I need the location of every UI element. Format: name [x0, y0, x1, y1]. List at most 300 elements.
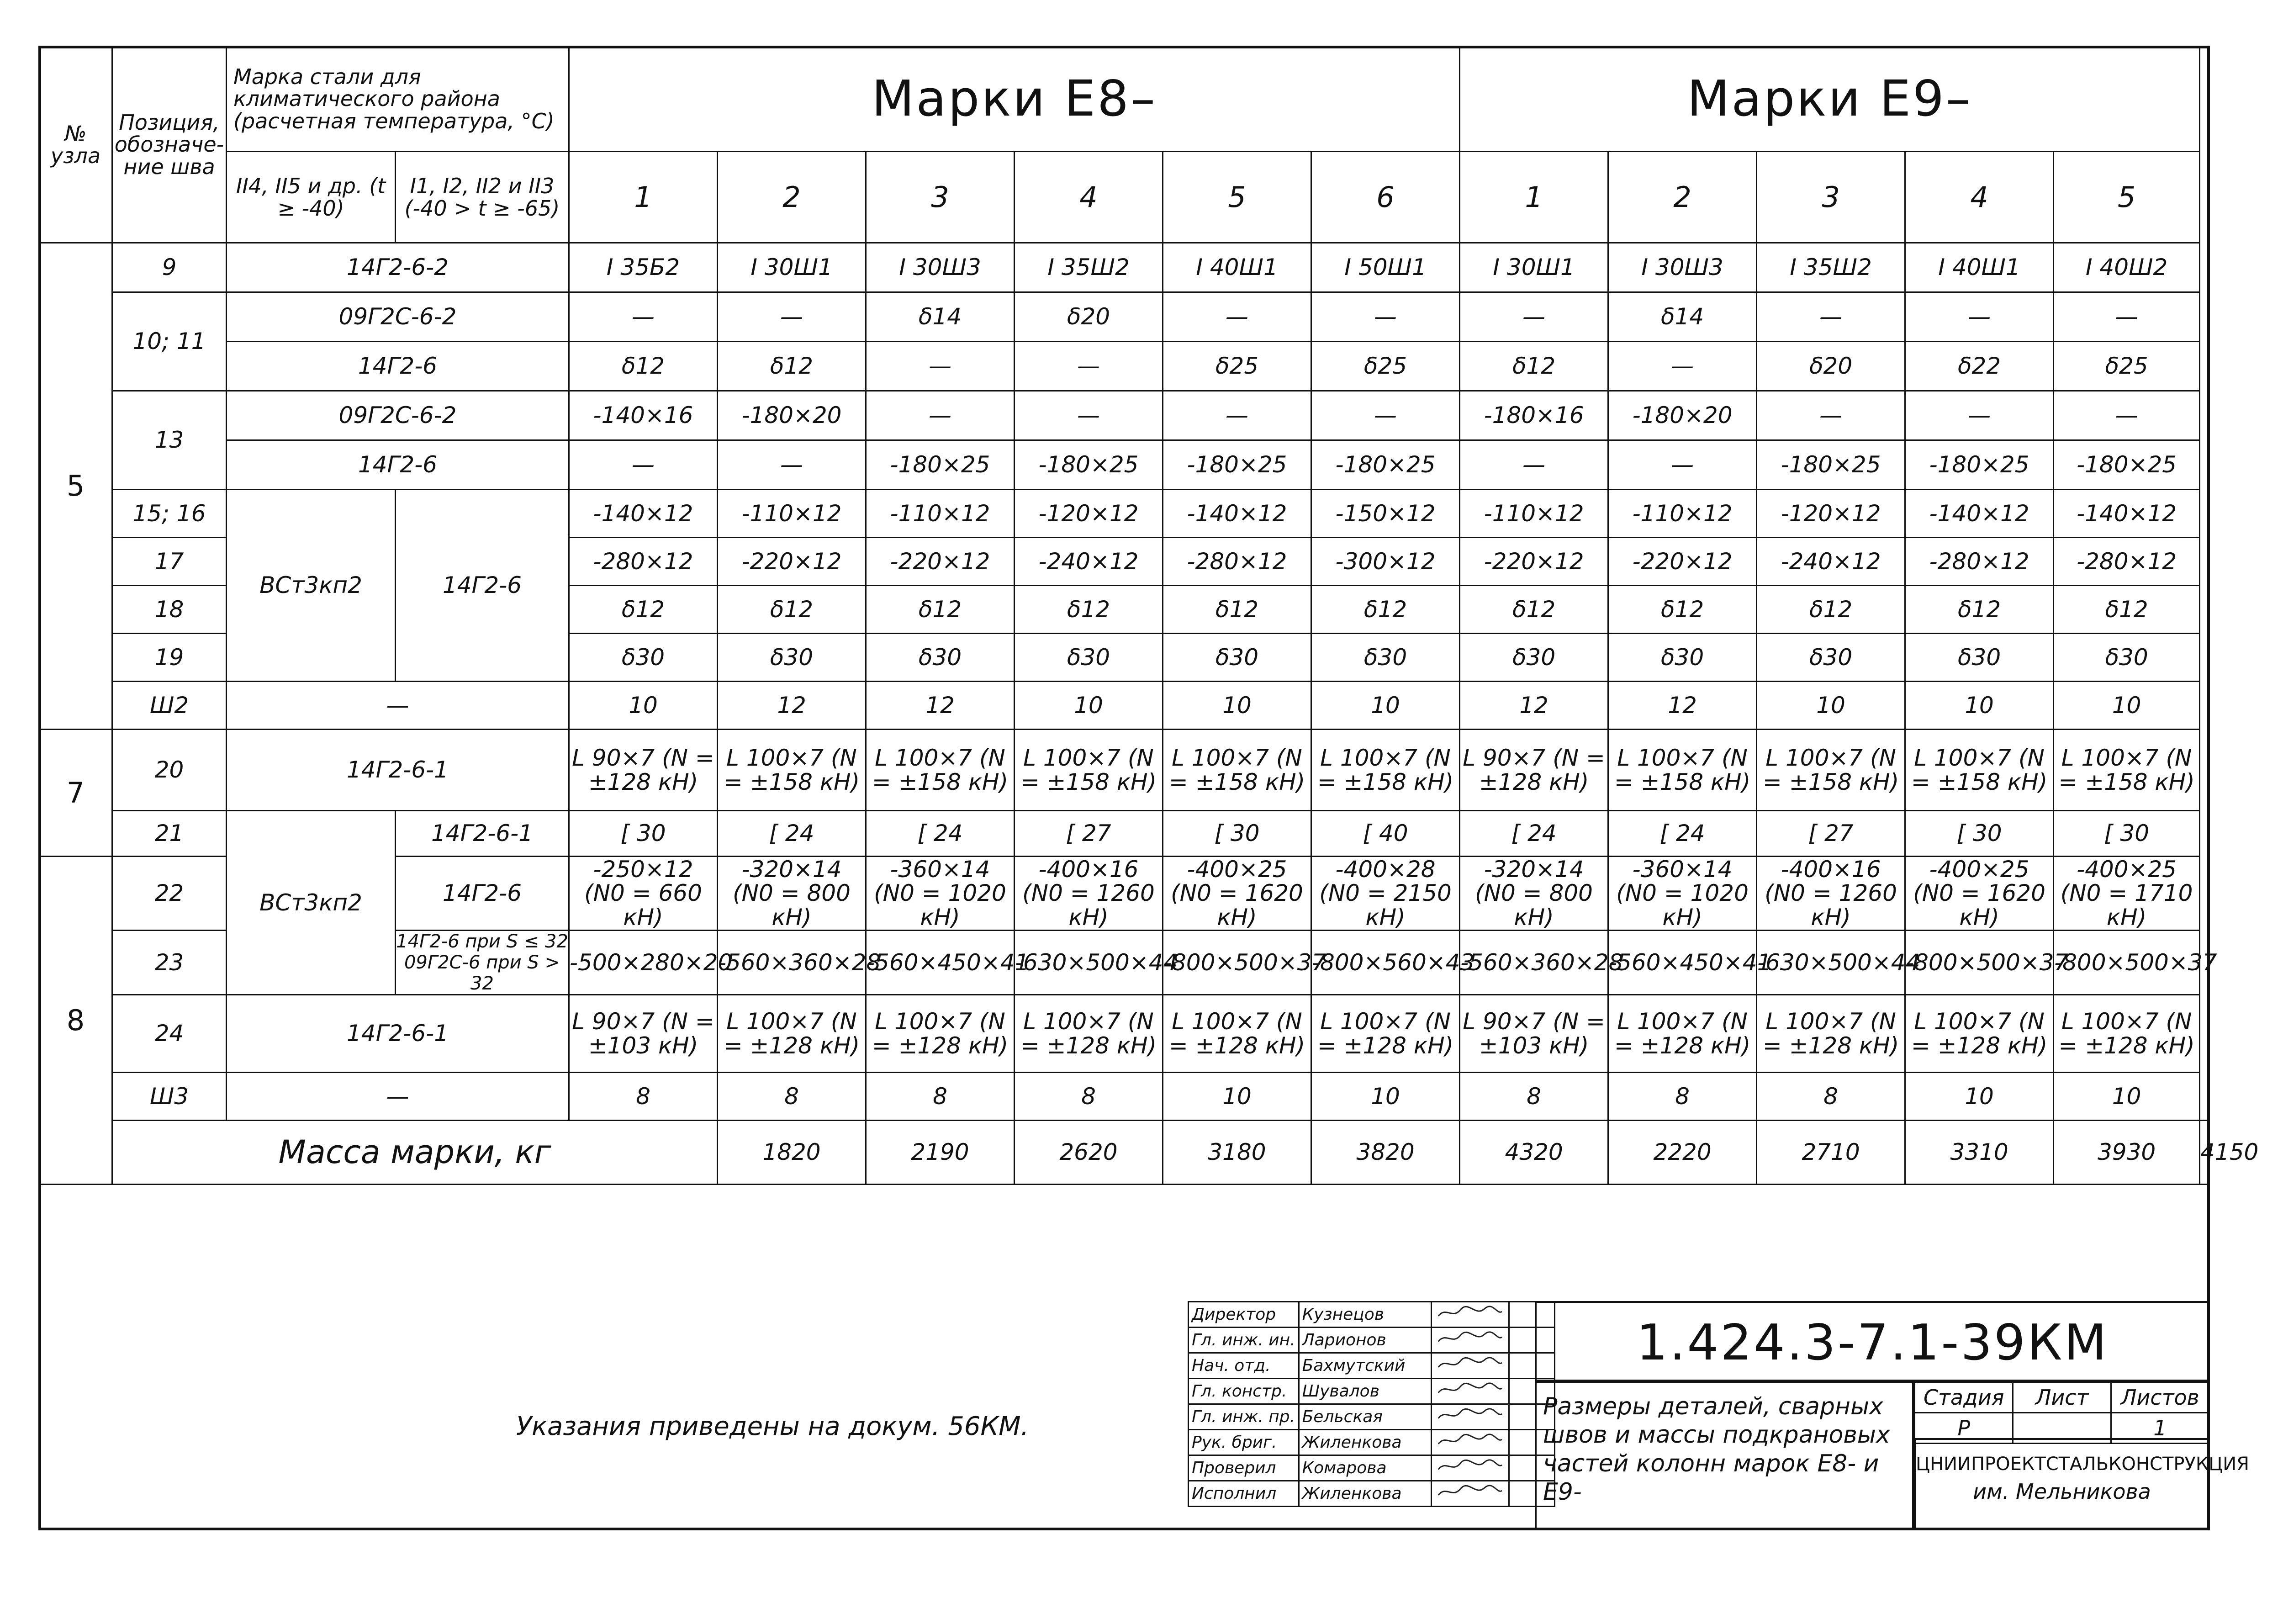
sheets-label: Листов — [2111, 1382, 2209, 1413]
e9-value-cell: [ 27 — [1757, 811, 1905, 857]
signature-scribble — [1435, 1405, 1506, 1424]
e9-value-cell: -180×25 — [1757, 440, 1905, 490]
signature-cell — [1431, 1481, 1509, 1507]
signature-cell — [1431, 1353, 1509, 1379]
e9-value-cell: L 100×7 (N = ±158 кН) — [1757, 730, 1905, 811]
position-cell: 24 — [112, 995, 227, 1073]
e8-value-cell: L 100×7 (N = ±128 кН) — [718, 995, 866, 1073]
e8-value-cell: 10 — [1163, 1073, 1311, 1121]
e9-value-cell: I 40Ш2 — [2054, 243, 2200, 292]
header-e9-col: 2 — [1608, 152, 1757, 243]
e9-value-cell: -180×20 — [1608, 391, 1757, 440]
name-cell: Комарова — [1299, 1455, 1431, 1481]
e8-value-cell: -800×560×43 — [1311, 931, 1460, 995]
e9-value-cell: 8 — [1460, 1073, 1608, 1121]
e8-value-cell: -320×14 (N0 = 800 кН) — [718, 857, 866, 931]
e8-value-cell: δ12 — [569, 342, 718, 391]
e8-value-cell: -560×360×28 — [718, 931, 866, 995]
e8-value-cell: — — [866, 342, 1015, 391]
e8-value-cell: — — [1015, 342, 1163, 391]
e9-value-cell: L 90×7 (N = ±103 кН) — [1460, 995, 1608, 1073]
table-row — [39, 243, 2209, 292]
position-cell: 9 — [112, 243, 227, 292]
header-e8-col: 3 — [866, 152, 1015, 243]
signature-scribble — [1435, 1380, 1506, 1399]
name-cell: Жиленкова — [1299, 1430, 1431, 1455]
e8-value-cell: -400×28 (N0 = 2150 кН) — [1311, 857, 1460, 931]
header-group-e8: Марки Е8– — [569, 47, 1460, 152]
table-row — [39, 682, 2209, 730]
e8-value-cell: δ30 — [1015, 634, 1163, 682]
e8-value-cell: δ12 — [569, 586, 718, 634]
e9-value-cell: L 100×7 (N = ±128 кН) — [1608, 995, 1757, 1073]
e9-value-cell: δ30 — [2054, 634, 2200, 682]
signature-cell — [1431, 1404, 1509, 1430]
position-cell: 20 — [112, 730, 227, 811]
e8-value-cell: L 100×7 (N = ±128 кН) — [1015, 995, 1163, 1073]
e8-value-cell: δ12 — [1163, 586, 1311, 634]
e9-value-cell: -630×500×44 — [1757, 931, 1905, 995]
steel-cell: — — [227, 1073, 569, 1121]
steel-cell: 14Г2-6 — [227, 440, 569, 490]
e9-value-cell: -240×12 — [1757, 538, 1905, 586]
signature-cell — [1431, 1430, 1509, 1455]
e8-value-cell: -110×12 — [718, 490, 866, 538]
e8-value-cell: -280×12 — [569, 538, 718, 586]
header-e9-col: 5 — [2054, 152, 2200, 243]
e8-value-cell: — — [1311, 391, 1460, 440]
e9-value-cell: 10 — [1905, 1073, 2054, 1121]
e8-value-cell: -140×16 — [569, 391, 718, 440]
e8-value-cell: 8 — [569, 1073, 718, 1121]
e8-value-cell: -300×12 — [1311, 538, 1460, 586]
stage-label: Стадия — [1915, 1382, 2013, 1413]
e8-value-cell: 8 — [718, 1073, 866, 1121]
e8-value-cell: -180×25 — [1311, 440, 1460, 490]
e8-value-cell: -800×500×37 — [1163, 931, 1311, 995]
e9-value-cell: L 100×7 (N = ±158 кН) — [2054, 730, 2200, 811]
title-block — [1188, 1301, 2249, 1530]
e8-value-cell: δ25 — [1311, 342, 1460, 391]
e8-value-cell: — — [1163, 391, 1311, 440]
e9-value-cell: -220×12 — [1608, 538, 1757, 586]
e8-value-cell: δ12 — [866, 586, 1015, 634]
table-row — [39, 490, 2209, 538]
e8-value-cell: L 100×7 (N = ±158 кН) — [866, 730, 1015, 811]
e8-value-cell: -560×450×41 — [866, 931, 1015, 995]
signature-row — [1189, 1353, 1555, 1379]
signature-table — [1188, 1301, 1555, 1507]
e8-value-cell: L 100×7 (N = ±158 кН) — [1163, 730, 1311, 811]
e8-value-cell: 2190 — [866, 1121, 1015, 1185]
steel-cell-a: ВСт3кп2 — [227, 490, 396, 682]
e9-value-cell: 3310 — [1905, 1121, 2054, 1185]
position-cell: 18 — [112, 586, 227, 634]
steel-cell-b: 14Г2-6 — [396, 857, 569, 931]
e8-value-cell: [ 30 — [1163, 811, 1311, 857]
e9-value-cell: -220×12 — [1460, 538, 1608, 586]
signature-row — [1189, 1430, 1555, 1455]
e8-value-cell: δ12 — [1015, 586, 1163, 634]
e8-value-cell: L 100×7 (N = ±158 кН) — [718, 730, 866, 811]
e8-value-cell: 10 — [1311, 1073, 1460, 1121]
role-cell: Гл. констр. — [1189, 1379, 1299, 1404]
table-row — [39, 811, 2209, 857]
table-row — [39, 440, 2209, 490]
steel-cell: — — [227, 682, 569, 730]
e9-value-cell: -110×12 — [1608, 490, 1757, 538]
name-cell: Бахмутский — [1299, 1353, 1431, 1379]
e8-value-cell: δ30 — [1311, 634, 1460, 682]
e8-value-cell: δ14 — [866, 292, 1015, 342]
e8-value-cell: L 100×7 (N = ±128 кН) — [866, 995, 1015, 1073]
node-number: 8 — [39, 857, 112, 1185]
header-e8-col: 5 — [1163, 152, 1311, 243]
e9-value-cell: -360×14 (N0 = 1020 кН) — [1608, 857, 1757, 931]
e8-value-cell: L 100×7 (N = ±158 кН) — [1015, 730, 1163, 811]
e8-value-cell: -220×12 — [866, 538, 1015, 586]
signature-cell — [1431, 1328, 1509, 1353]
organization — [1914, 1438, 2249, 1530]
e9-value-cell: — — [1460, 292, 1608, 342]
role-cell: Директор — [1189, 1302, 1299, 1328]
e8-value-cell: — — [569, 440, 718, 490]
e8-value-cell: -630×500×44 — [1015, 931, 1163, 995]
e8-value-cell: L 90×7 (N = ±128 кН) — [569, 730, 718, 811]
table-row — [39, 1073, 2209, 1121]
position-cell: 21 — [112, 811, 227, 857]
e9-value-cell: [ 24 — [1608, 811, 1757, 857]
header-group-e9: Марки Е9– — [1460, 47, 2200, 152]
position-cell: Ш3 — [112, 1073, 227, 1121]
header-e8-col: 6 — [1311, 152, 1460, 243]
header-e9-col: 3 — [1757, 152, 1905, 243]
e8-value-cell: 10 — [1163, 682, 1311, 730]
e8-value-cell: 8 — [866, 1073, 1015, 1121]
e9-value-cell: 8 — [1608, 1073, 1757, 1121]
e9-value-cell: -400×25 (N0 = 1620 кН) — [1905, 857, 2054, 931]
e9-value-cell: [ 30 — [1905, 811, 2054, 857]
e9-value-cell: -280×12 — [2054, 538, 2200, 586]
node-number: 5 — [39, 243, 112, 730]
e8-value-cell: δ20 — [1015, 292, 1163, 342]
position-cell: 23 — [112, 931, 227, 995]
e9-value-cell: L 100×7 (N = ±128 кН) — [1757, 995, 1905, 1073]
e9-value-cell: L 90×7 (N = ±128 кН) — [1460, 730, 1608, 811]
e8-value-cell: -250×12 (N0 = 660 кН) — [569, 857, 718, 931]
position-cell: 13 — [112, 391, 227, 490]
e9-value-cell: -800×500×37 — [2054, 931, 2200, 995]
position-cell: 19 — [112, 634, 227, 682]
role-cell: Исполнил — [1189, 1481, 1299, 1507]
steel-cell: 09Г2С-6-2 — [227, 391, 569, 440]
e8-value-cell: 1820 — [718, 1121, 866, 1185]
e8-value-cell: -240×12 — [1015, 538, 1163, 586]
e8-value-cell: δ12 — [718, 586, 866, 634]
e9-value-cell: I 30Ш3 — [1608, 243, 1757, 292]
e9-value-cell: — — [1757, 391, 1905, 440]
table-row — [39, 342, 2209, 391]
e9-value-cell: 8 — [1757, 1073, 1905, 1121]
e9-value-cell: I 40Ш1 — [1905, 243, 2054, 292]
signature-scribble — [1435, 1303, 1506, 1322]
e8-value-cell: -500×280×20 — [569, 931, 718, 995]
table-row — [39, 292, 2209, 342]
name-cell: Шувалов — [1299, 1379, 1431, 1404]
node-number: 7 — [39, 730, 112, 857]
e8-value-cell: -180×25 — [1015, 440, 1163, 490]
e9-value-cell: 4150 — [2200, 1121, 2209, 1185]
steel-cell-b: 14Г2-6 при S ≤ 32 09Г2С-6 при S > 32 — [396, 931, 568, 994]
document-code: 1.424.3-7.1-39КМ — [1535, 1301, 2210, 1381]
e8-value-cell: I 35Ш2 — [1015, 243, 1163, 292]
e9-value-cell: -140×12 — [1905, 490, 2054, 538]
e8-value-cell: — — [866, 391, 1015, 440]
e8-value-cell: I 35Б2 — [569, 243, 718, 292]
role-cell: Проверил — [1189, 1455, 1299, 1481]
e9-value-cell: L 100×7 (N = ±128 кН) — [1905, 995, 2054, 1073]
position-cell: 17 — [112, 538, 227, 586]
e9-value-cell: δ12 — [1905, 586, 2054, 634]
e9-value-cell: 10 — [1905, 682, 2054, 730]
e9-value-cell: — — [1757, 292, 1905, 342]
e8-value-cell: [ 40 — [1311, 811, 1460, 857]
e9-value-cell: δ30 — [1460, 634, 1608, 682]
e8-value-cell: — — [569, 292, 718, 342]
e8-value-cell: -400×16 (N0 = 1260 кН) — [1015, 857, 1163, 931]
e9-value-cell: δ14 — [1608, 292, 1757, 342]
e9-value-cell: -110×12 — [1460, 490, 1608, 538]
name-cell: Кузнецов — [1299, 1302, 1431, 1328]
e9-value-cell: δ12 — [2054, 586, 2200, 634]
signature-scribble — [1435, 1456, 1506, 1476]
table-row — [39, 391, 2209, 440]
e9-value-cell: 3930 — [2054, 1121, 2200, 1185]
e8-value-cell: L 100×7 (N = ±128 кН) — [1163, 995, 1311, 1073]
steel-cell: 14Г2-6 — [227, 342, 569, 391]
e9-value-cell: -120×12 — [1757, 490, 1905, 538]
steel-cell-b: 14Г2-6-1 — [396, 811, 569, 857]
e9-value-cell: δ25 — [2054, 342, 2200, 391]
e8-value-cell: -280×12 — [1163, 538, 1311, 586]
e8-value-cell: δ30 — [718, 634, 866, 682]
e8-value-cell: I 30Ш3 — [866, 243, 1015, 292]
e9-value-cell: 10 — [1757, 682, 1905, 730]
e9-value-cell: -180×16 — [1460, 391, 1608, 440]
e8-value-cell: -140×12 — [569, 490, 718, 538]
steel-cell: 14Г2-6-1 — [227, 730, 569, 811]
e8-value-cell: L 90×7 (N = ±103 кН) — [569, 995, 718, 1073]
e8-value-cell: -220×12 — [718, 538, 866, 586]
e9-value-cell: -180×25 — [1905, 440, 2054, 490]
signature-row — [1189, 1455, 1555, 1481]
e8-value-cell: δ12 — [718, 342, 866, 391]
role-cell: Гл. инж. ин. — [1189, 1328, 1299, 1353]
name-cell: Бельская — [1299, 1404, 1431, 1430]
e9-value-cell: 2220 — [1608, 1121, 1757, 1185]
signature-row — [1189, 1328, 1555, 1353]
e9-value-cell: δ30 — [1608, 634, 1757, 682]
stage-value: Р — [1915, 1413, 2013, 1444]
e8-value-cell: -360×14 (N0 = 1020 кН) — [866, 857, 1015, 931]
e9-value-cell: -560×450×41 — [1608, 931, 1757, 995]
e8-value-cell: — — [1311, 292, 1460, 342]
e8-value-cell: δ12 — [1311, 586, 1460, 634]
header-e8-col: 4 — [1015, 152, 1163, 243]
e8-value-cell: I 30Ш1 — [718, 243, 866, 292]
e8-value-cell: -140×12 — [1163, 490, 1311, 538]
e8-value-cell: 12 — [866, 682, 1015, 730]
e9-value-cell: I 35Ш2 — [1757, 243, 1905, 292]
signature-row — [1189, 1481, 1555, 1507]
e9-value-cell: δ12 — [1460, 586, 1608, 634]
e8-value-cell: -180×25 — [866, 440, 1015, 490]
header-e8-col: 2 — [718, 152, 866, 243]
e9-value-cell: — — [2054, 292, 2200, 342]
name-cell: Жиленкова — [1299, 1481, 1431, 1507]
e8-value-cell: -400×25 (N0 = 1620 кН) — [1163, 857, 1311, 931]
organization-subname: им. Мельникова — [1973, 1479, 2151, 1504]
e9-value-cell: 12 — [1460, 682, 1608, 730]
e8-value-cell: 10 — [1311, 682, 1460, 730]
steel-cell: 09Г2С-6-2 — [227, 292, 569, 342]
signature-scribble — [1435, 1482, 1506, 1501]
e8-value-cell: [ 24 — [718, 811, 866, 857]
table-row — [39, 730, 2209, 811]
signature-scribble — [1435, 1328, 1506, 1348]
role-cell: Гл. инж. пр. — [1189, 1404, 1299, 1430]
e8-value-cell: [ 24 — [866, 811, 1015, 857]
e9-value-cell: I 30Ш1 — [1460, 243, 1608, 292]
e8-value-cell: 3180 — [1163, 1121, 1311, 1185]
e9-value-cell: δ20 — [1757, 342, 1905, 391]
note-text: Указания приведены на докум. 56КМ. — [516, 1412, 1029, 1441]
organization-name: ЦНИИПРОЕКТСТАЛЬКОНСТРУКЦИЯ — [1916, 1454, 2249, 1475]
e8-value-cell: L 100×7 (N = ±128 кН) — [1311, 995, 1460, 1073]
signature-row — [1189, 1404, 1555, 1430]
role-cell: Рук. бриг. — [1189, 1430, 1299, 1455]
steel-cell: 14Г2-6-1 — [227, 995, 569, 1073]
e8-value-cell: -180×20 — [718, 391, 866, 440]
mass-label: Масса марки, кг — [112, 1121, 718, 1185]
steel-cell: 14Г2-6-2 — [227, 243, 569, 292]
e8-value-cell: [ 27 — [1015, 811, 1163, 857]
e8-value-cell: δ30 — [1163, 634, 1311, 682]
signature-row — [1189, 1302, 1555, 1328]
e8-value-cell: 12 — [718, 682, 866, 730]
sheet-label: Лист — [2013, 1382, 2111, 1413]
e9-value-cell: — — [1460, 440, 1608, 490]
e8-value-cell: — — [718, 292, 866, 342]
e9-value-cell: δ22 — [1905, 342, 2054, 391]
e9-value-cell: -800×500×37 — [1905, 931, 2054, 995]
header-node-no: № узла — [39, 47, 112, 243]
position-cell: 15; 16 — [112, 490, 227, 538]
e8-value-cell: -110×12 — [866, 490, 1015, 538]
e8-value-cell: 10 — [1015, 682, 1163, 730]
document-title: Размеры деталей, сварных швов и массы подкрановых частей колонн марок Е8- и Е9- — [1535, 1381, 1914, 1530]
e8-value-cell: δ25 — [1163, 342, 1311, 391]
e9-value-cell: 2710 — [1757, 1121, 1905, 1185]
sheets-value: 1 — [2111, 1413, 2209, 1444]
e9-value-cell: L 100×7 (N = ±158 кН) — [1608, 730, 1757, 811]
stage-table — [1914, 1381, 2210, 1444]
e9-value-cell: δ30 — [1757, 634, 1905, 682]
e9-value-cell: — — [1905, 391, 2054, 440]
e8-value-cell: δ30 — [866, 634, 1015, 682]
e8-value-cell: I 40Ш1 — [1163, 243, 1311, 292]
steel-cell-b: 14Г2-6 — [396, 490, 569, 682]
position-cell: 22 — [112, 857, 227, 931]
signature-row — [1189, 1379, 1555, 1404]
e9-value-cell: δ12 — [1460, 342, 1608, 391]
header-e9-col: 4 — [1905, 152, 2054, 243]
e9-value-cell: -320×14 (N0 = 800 кН) — [1460, 857, 1608, 931]
spec-table — [38, 46, 2259, 1185]
e9-value-cell: -400×16 (N0 = 1260 кН) — [1757, 857, 1905, 931]
header-steel-col-b: I1, I2, II2 и II3 (-40 > t ≥ -65) — [396, 152, 569, 243]
role-cell: Нач. отд. — [1189, 1353, 1299, 1379]
e9-value-cell: — — [1905, 292, 2054, 342]
signature-cell — [1431, 1455, 1509, 1481]
e8-value-cell: 2620 — [1015, 1121, 1163, 1185]
e8-value-cell: I 50Ш1 — [1311, 243, 1460, 292]
e9-value-cell: 10 — [2054, 1073, 2200, 1121]
header-e9-col: 1 — [1460, 152, 1608, 243]
signature-cell — [1431, 1379, 1509, 1404]
e9-value-cell: -560×360×28 — [1460, 931, 1608, 995]
header-steel-col-a: II4, II5 и др. (t ≥ -40) — [227, 152, 396, 243]
e9-value-cell: L 100×7 (N = ±128 кН) — [2054, 995, 2200, 1073]
position-cell: Ш2 — [112, 682, 227, 730]
e9-value-cell: δ12 — [1608, 586, 1757, 634]
e8-value-cell: 3820 — [1311, 1121, 1460, 1185]
e9-value-cell: L 100×7 (N = ±158 кН) — [1905, 730, 2054, 811]
header-e8-col: 1 — [569, 152, 718, 243]
header-position: Позиция, обозначе- ние шва — [112, 47, 227, 243]
header-steel-grade: Марка стали для климатического района (расчетная температура, °С) — [227, 47, 569, 152]
e8-value-cell: [ 30 — [569, 811, 718, 857]
e9-value-cell: [ 30 — [2054, 811, 2200, 857]
e9-value-cell: [ 24 — [1460, 811, 1608, 857]
signature-scribble — [1435, 1431, 1506, 1450]
e8-value-cell: 10 — [569, 682, 718, 730]
e8-value-cell: 8 — [1015, 1073, 1163, 1121]
e9-value-cell: — — [2054, 391, 2200, 440]
e8-value-cell: L 100×7 (N = ±158 кН) — [1311, 730, 1460, 811]
e9-value-cell: δ30 — [1905, 634, 2054, 682]
position-cell: 10; 11 — [112, 292, 227, 391]
e8-value-cell: 4320 — [1460, 1121, 1608, 1185]
e9-value-cell: — — [1608, 440, 1757, 490]
e8-value-cell: — — [1015, 391, 1163, 440]
signature-scribble — [1435, 1354, 1506, 1373]
e9-value-cell: -400×25 (N0 = 1710 кН) — [2054, 857, 2200, 931]
e9-value-cell: δ12 — [1757, 586, 1905, 634]
e8-value-cell: -180×25 — [1163, 440, 1311, 490]
e9-value-cell: -140×12 — [2054, 490, 2200, 538]
e9-value-cell: -180×25 — [2054, 440, 2200, 490]
e9-value-cell: 10 — [2054, 682, 2200, 730]
e8-value-cell: — — [1163, 292, 1311, 342]
e9-value-cell: — — [1608, 342, 1757, 391]
e8-value-cell: — — [718, 440, 866, 490]
e9-value-cell: -280×12 — [1905, 538, 2054, 586]
steel-cell-a: ВСт3кп2 — [227, 811, 396, 995]
mass-row — [39, 1121, 2209, 1185]
table-row — [39, 995, 2209, 1073]
e8-value-cell: δ30 — [569, 634, 718, 682]
